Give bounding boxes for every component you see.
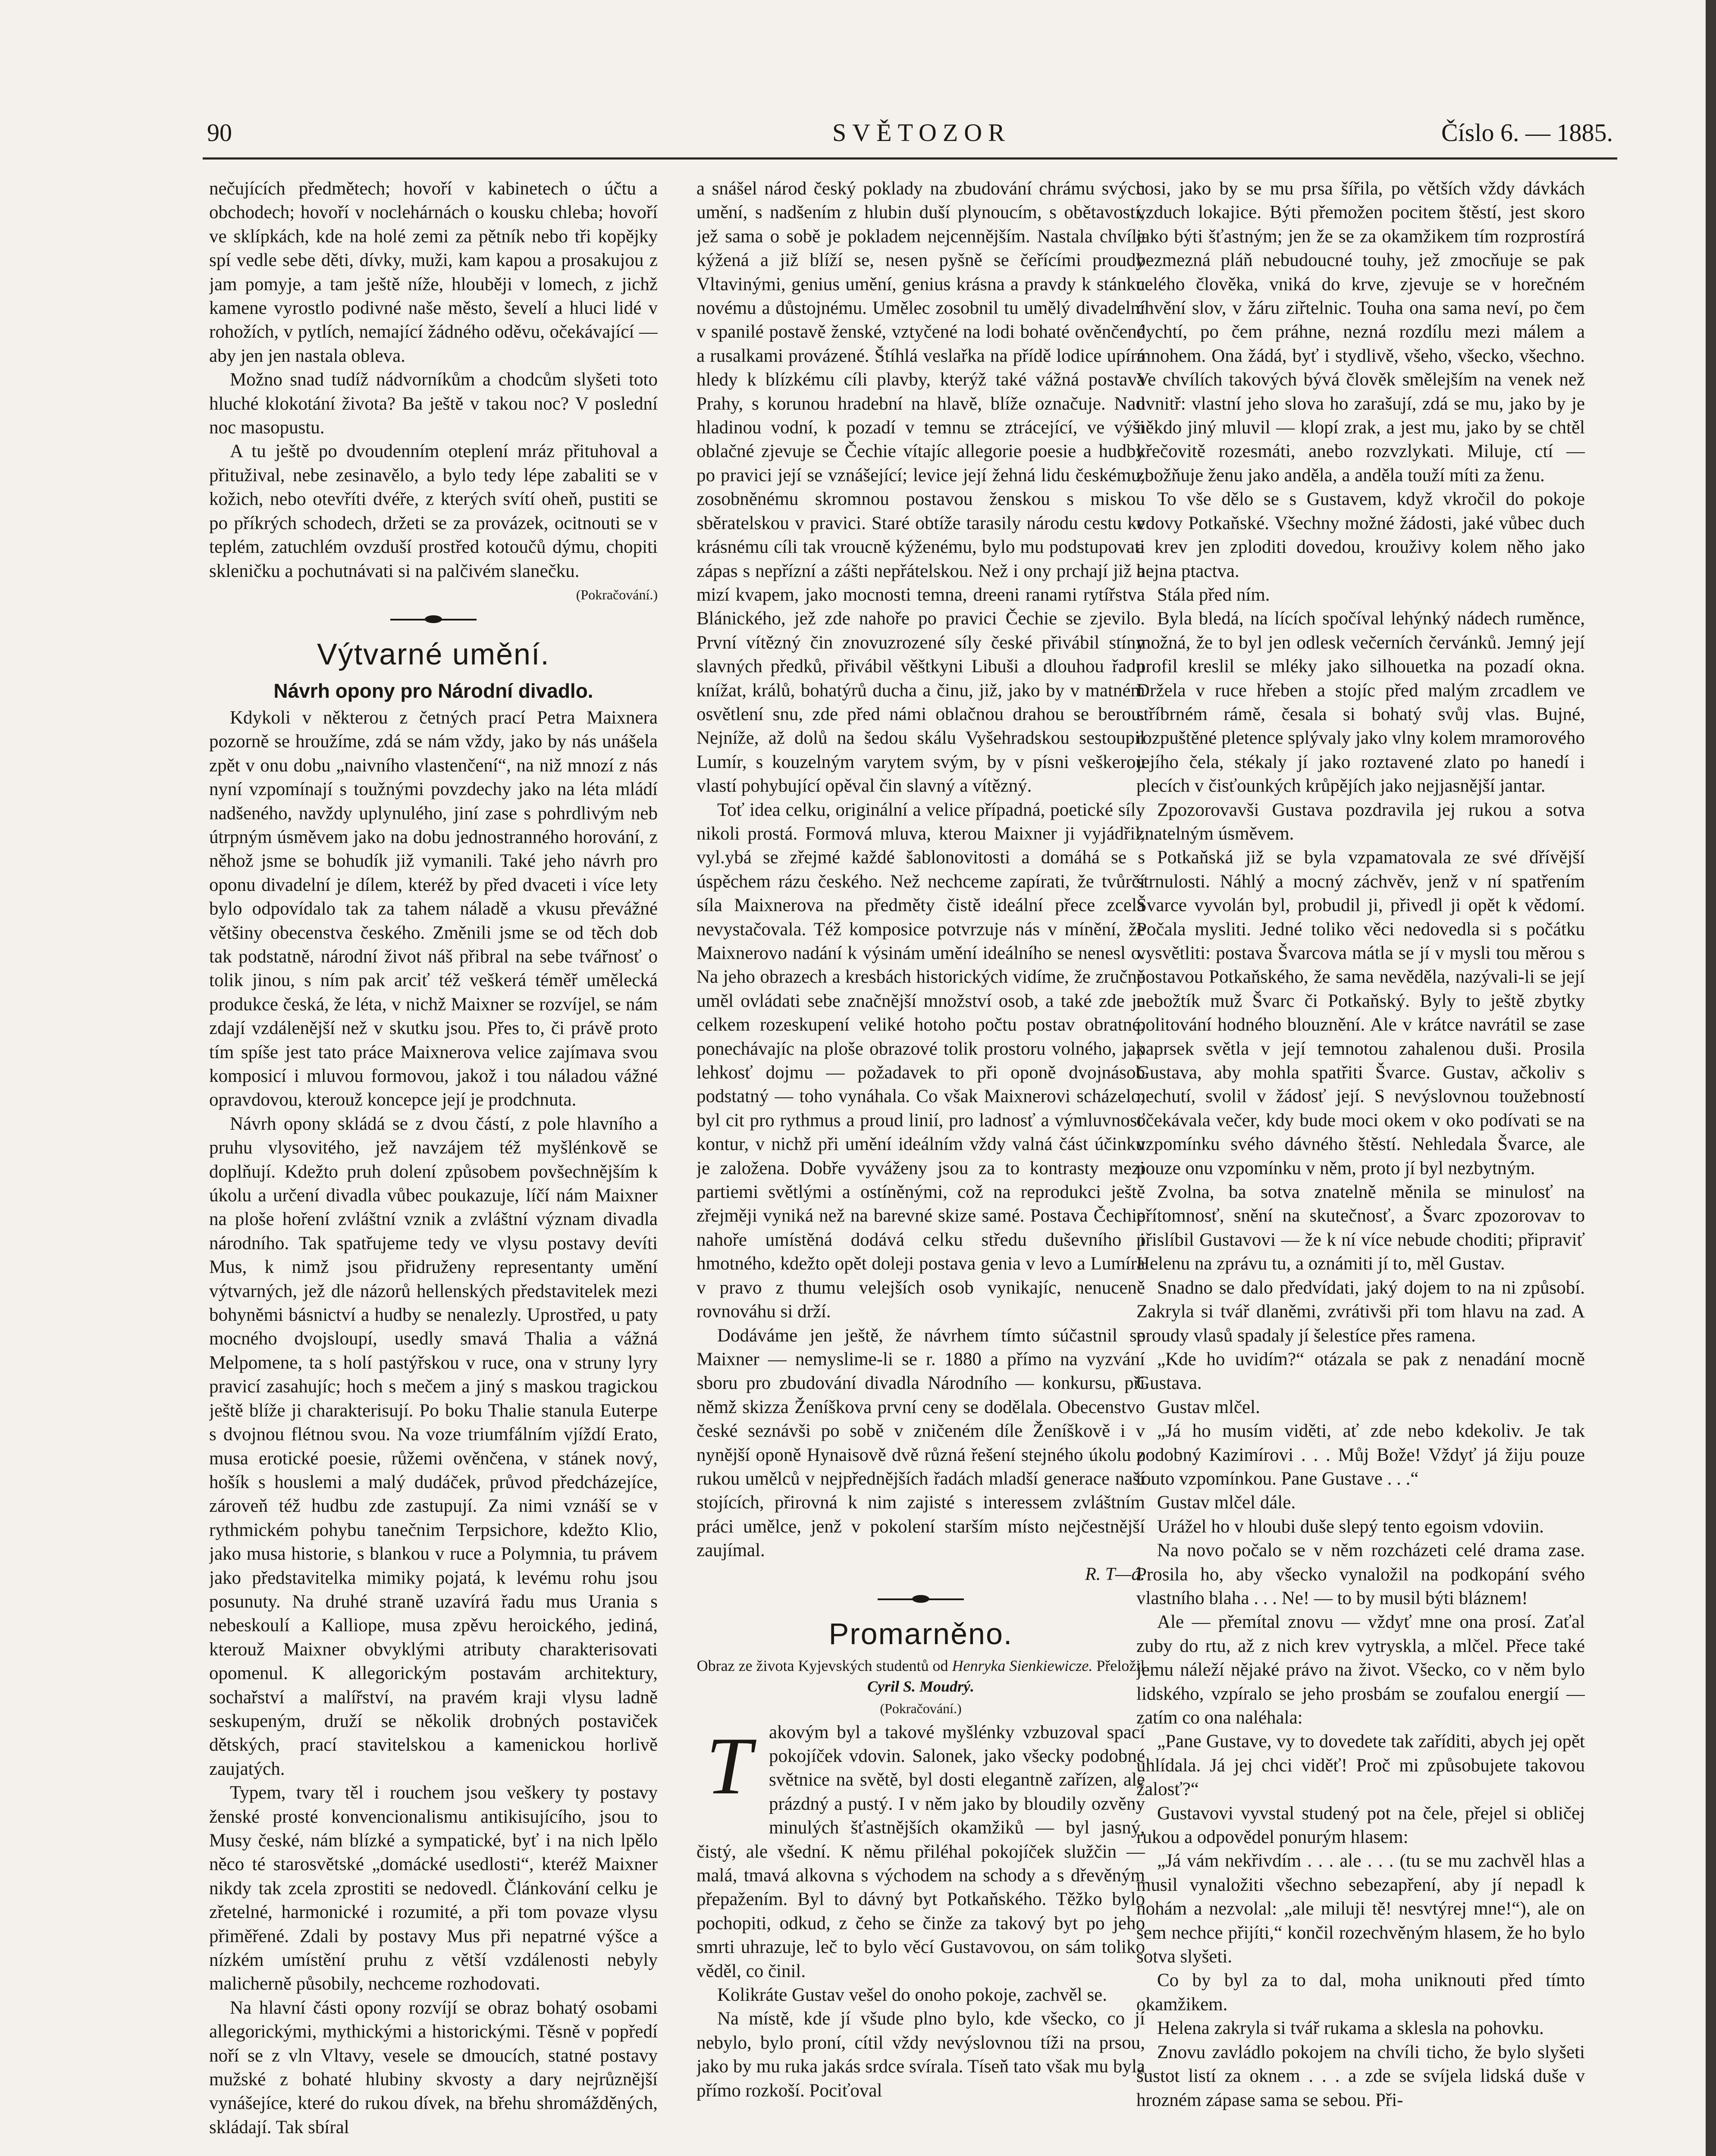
- paragraph: Typem, tvary těl i rouchem jsou veškery ty postavy ženské prosté konvencionalismu antikisujícího, jsou to Musy české, nám blízké a sympatické, byť i na nich lpělo něco té starosvětské „domácké usedlosti“, kteréž Maixner nikdy tak zcela zprostiti se nedovedl. Článkování celku je zřetelné, harmonické i rozumité, a při tom povaze vlysu přiměřené. Zdali by postavy Mus při nepatrné výšce a nízkém umístění pruhu z větší vzdálenosti nebyly malicherně působily, nechceme rozhodovati.: [209, 1783, 658, 1994]
- divider-ornament: [912, 1595, 929, 1603]
- paragraph: Byla bledá, na lících spočíval lehýnký nádech ruměnce, možná, že to byl jen odlesk večerních červánků. Jemný její profil kreslil se mléky jako silhouetka na pozadí okna. Držela v ruce hřeben a stojíc před malým zrcadlem ve stříbrném rámě, česala si bohatý svůj vlas. Bujné, rozpuštěné pletence splývaly jako vlny kolem mramorového jejího čela, stékaly jí jako roztavené zlato po hanedí i plecích v čisťounkých krůpějích jako nejjasnější jantar.: [1136, 608, 1585, 796]
- paragraph: Co by byl za to dal, moha uniknouti před tímto okamžikem.: [1136, 1970, 1585, 2015]
- paragraph: „Já vám nekřivdím . . . ale . . . (tu se mu zachvěl hlas a musil vynaložiti všechno sebezapření, aby jí nepadl k nohám a nezvolal: „ale miluji tě! nesvtýrej mne!“), ale on sem nechce přijíti,“ končil rozechvěným hlasem, že ho bylo sotva slyšeti.: [1136, 1851, 1585, 1967]
- paragraph: Na novo počalo se v něm rozcházeti celé drama zase. Prosila ho, aby všecko vynaložil na podkopání svého vlastního blaha . . . Ne! — to by musil býti bláznem!: [1136, 1540, 1585, 1608]
- paragraph: a snášel národ český poklady na zbudování chrámu svých umění, s nadšením z hlubin duší plynoucím, s obětavostí, jež sama o sobě je pokladem nejcennějším. Nastala chvíle kýžená a již blíží se, nesen pyšně se čeřícími proudy Vltavinými, genius umění, genius krásna a pravdy k stánku novému a důstojnému. Umělec zosobnil tu umělý divadelní v spanilé postavě ženské, vztyčené na lodi bohaté ověnčené a rusalkami provázené. Štíhlá veslařka na přídě lodice upírá hledy k blízkému cíli plavby, kterýž také vážná postava Prahy, s korunou hradební na hlavě, blíže označuje. Nad hladinou vodní, k pozadí v temnu se ztrácející, ve výši oblačné zjevuje se Čechie vítajíc allegorie poesie a hudby po pravici její se vznášející; levice její žehná lidu českému, zosobněnému skromnou postavou ženskou s miskou sběratelskou v pravici. Staré obtíže tarasily národu cestu ke krásnému cíli tak vroucně kýženému, bylo mu podstupovati zápas s nepřízní a zášti nepřátelskou. Než i ony prchají již a mizí kvapem, jako mocnosti temna, dreeni ranami rytířstva Blánického, jež zde nahoře po pravici Čechie se zjevilo. První vítězný čin znovuzrozené síly české přivábil stíny slavných předků, přivábil věštkyni Libuši a dlouhou řadu knížat, králů, bohatýrů ducha a činu, již, jako by v matném osvětlení snu, zde před námi oblačnou drahou se berou. Nejníže, až dolů na šedou skálu Vyšehradskou sestoupil Lumír, s kouzelným varytem svým, by v písni veškerou vlastí pohybující opěval čin slavný a vítězný.: [696, 179, 1145, 796]
- dropcap-letter: T: [706, 1720, 752, 1811]
- continuation-note: (Pokračování.): [576, 586, 658, 602]
- article-signature: R. T—á.: [1085, 1564, 1145, 1584]
- paragraph: Možno snad tudíž nádvorníkům a chodcům slyšeti toto hluché klokotání života? Ba ještě v takou noc? V poslední noc masopustu.: [209, 370, 658, 438]
- paragraph: Stála před ním.: [1157, 584, 1270, 605]
- paragraph: „Pane Gustave, vy to dovedete tak zaříditi, abych jej opět uhlídala. Já jej chci viděť! Proč mi způsobujete takovou žalosť?“: [1136, 1731, 1585, 1800]
- column-1: [209, 177, 658, 2156]
- paragraph: Ale — přemítal znovu — vždyť mne ona prosí. Zaťal zuby do rtu, až z nich krev vytryskla, a mlčel. Přece také jemu náleží nějaké právo na život. Všecko, co v něm bylo lidského, vzpíralo se jeho prosbám se zoufalou energií — zatím co ona naléhala:: [1136, 1612, 1585, 1728]
- paragraph: Zvolna, ba sotva znatelně měnila se minulosť na přítomnosť, snění na skutečnosť, a Švarc zpozorovav to přislíbil Gustavovi — že k ní více nebude choditi; připraviť Helenu na zprávu tu, a oznámiti jí to, měl Gustav.: [1136, 1182, 1585, 1274]
- story-intro-text: Obraz ze života Kyjevských studentů od: [696, 1657, 948, 1674]
- magazine-title: SVĚTOZOR: [832, 119, 1011, 147]
- paragraph: „Já ho musím viděti, ať zde nebo kdekoliv. Je tak podobný Kazimírovi . . . Můj Bože! Vždyť já žiju pouze touto vzpomínkou. Pane Gustave . . .“: [1136, 1421, 1585, 1489]
- scan-edge: [1706, 0, 1716, 2156]
- paragraph: Návrh opony skládá se z dvou částí, z pole hlavního a pruhu vlysovitého, jež navzájem též myšlénkově se doplňují. Kdežto pruh dolení způsobem povšechnějším k úkolu a určení divadla vůbec poukazuje, líčí nám Maixner na ploše hoření zvláštní vznik a zvláštní význam divadla národního. Tak spatřujeme tedy ve vlysu postavy devíti Mus, k nimž jsou přidruženy representanty umění výtvarných, jež dle názorů hellenských představitelek mezi bohyněmi básnictví a hudby se nenalezly. Uprostřed, u paty mocného dvojsloupí, usedly smavá Thalia a vážná Melpomene, ta s holí pastýřskou v ruce, ona v struny lyry pravicí zasahujíc; hoch s mečem a jiný s maskou tragickou ještě blíže ji charakterisují. Po boku Thalie stanula Euterpe s dvojnou flétnou svou. Na voze triumfálním vjíždí Erato, musa erotické poesie, růžemi ověnčena, v stánek nový, hošík s houslemi a malý dudáček, průvod předcházejíce, zároveň též hudbu zde zastupují. Za nimi vznáší se v rythmickém pohybu tanečnim Terpsichore, kdežto Klio, jako musa historie, s blankou v ruce a Polymnia, tu právem jako představitelka mimiky pojatá, k levému rohu jsou posunuty. Na druhé straně uzavírá řadu mus Urania s nebeskoulí a Kalliope, musa zpěvu heroického, jediná, kterouž Maixner obvyklými atributy charakterisovati opomenul. K allegorickým postavám architektury, sochařství a malířství, na pravém kraji vlysu ladně seskupeným, druží se několik drobných postaviček dětských, prací stavitelskou a kamenickou horlivě zaujatých.: [209, 1113, 658, 1779]
- paragraph: Dodáváme jen ještě, že návrhem tímto súčastnil se Maixner — nemyslime-li se r. 1880 a přímo na vyzvání sboru pro zbudování divadla Národního — konkursu, při němž skizza Ženíškova první ceny se dodělala. Obecenstvo české seznávši po sobě v zničeném díle Ženíškově i v nynější oponě Hynaisově dvě různá řešení stejného úkolu z rukou umělců v nejpřednějších řadách mladší generace naší stojících, přirovná k nim zajisté s interessem zvláštním práci umělce, jenž v pokolení starším místo nejčestnější zaujímal.: [696, 1325, 1145, 1561]
- paragraph: Zpozorovavši Gustava pozdravila jej rukou a sotva znatelným úsměvem.: [1136, 799, 1585, 844]
- paragraph: Na hlavní části opony rozvíjí se obraz bohatý osobami allegorickými, mythickými a historickými. Těsně v popředí noří se z vln Vltavy, vesele se dmoucích, statné postavy mužské z bohaté hlubiny skvosty a dary nejrůznější vynášejíce, které do rukou dívek, na břehu shromážděných, skládají. Tak sbíral: [209, 1997, 658, 2137]
- continuation-note: (Pokračování.): [880, 1700, 962, 1716]
- divider-ornament: [425, 615, 442, 623]
- page-number: 90: [207, 119, 232, 147]
- section-divider: [209, 607, 658, 633]
- paragraph: Toť idea celku, originální a velice případná, poetické síly nikoli prostá. Formová mluva, kterou Maixner ji vyjádřil, vyl.ybá se zřejmé každé šablonovitosti a domáhá se s úspěchem rázu českého. Než nechceme zapírati, že tvůrčí síla Maixnerova na předměty čistě ideální přece zcela nevystačovala. Též komposice potvrzuje nás v mínění, že Maixnerovo nadání k výsinám umění ideálního se nenesl o. Na jeho obrazech a kresbách historických vidíme, že zručně uměl ovládati sebe značnější množství osob, a také zde je celkem rozeskupení veliké hotoho počtu postav obratné, ponechávajíc na ploše obrazové tolik prostoru volného, jak lehkosť dojmu — požadavek to při oponě dvojnásob podstatný — toho vynáhala. Co však Maixnerovi scházelo, byl cit pro rythmus a proud linií, pro ladnosť a výmluvnosť kontur, v nichž při umění ideálním vždy valná část účinku je založena. Dobře vyváženy jsou za to kontrasty mezi partiemi světlými a ostíněnými, což na reprodukci ještě zřejměji vyniká než na barevné skize samé. Postava Čechie nahoře umístěná dodává celku středu duševního i hmotného, kdežto opět doleji postava genia v levo a Lumíra v pravo z thumu velejších osob vynikajíc, nenuceně rovnováhu si drží.: [696, 799, 1145, 1322]
- page-header: [207, 116, 1613, 150]
- story-body: [696, 1720, 1145, 1983]
- section-title: Promarněno.: [828, 1617, 1013, 1651]
- section-title: Výtvarné umění.: [317, 637, 550, 671]
- paragraph: Na místě, kde jí všude plno bylo, kde všecko, co jí nebylo, bylo proní, cítil vždy nevýslovnou tíži na prsou, jako by mu ruka jakás srdce svírala. Tíseň tato však mu byla přímo rozkoší. Pociťoval: [696, 2009, 1145, 2101]
- story-intro: [696, 1655, 1145, 1697]
- section-divider: [696, 1586, 1145, 1612]
- paragraph: Snadno se dalo předvídati, jaký dojem to na ni způsobí. Zakryla si tvář dlaněmi, zvrátivši při tom hlavu na zad. A proudy vlasů spadaly jí šelestíce přes ramena.: [1136, 1277, 1585, 1346]
- story-translator-label: Přeložil: [1096, 1657, 1145, 1674]
- paragraph: „Kde ho uvidím?“ otázala se pak z nenadání mocně Gustava.: [1136, 1349, 1585, 1394]
- paragraph: Kdykoli v některou z četných prací Petra Maixnera pozorně se hroužíme, zdá se nám vždy, jako by nás unášela zpět v onu dobu „naivního vlastenčení“, na niž mnozí z nás nyní vzpomínají s toužnými povzdechy jako na léta mládí nadšeného, navždy uplynulého, jiní zase s pohrdlivým neb útrpným úsměvem jako na dobu jednostranného horování, z něhož jsme se bohudík již vymanili. Také jeho návrh pro oponu divadelní je dílem, kteréž by před dvaceti i více lety bylo odpovídalo tak za tahem náladě a vkusu převážné většiny obecenstva českého. Změnili jsme se od těch dob tak podstatně, národní život náš přibral na sebe tvářnosť o tolik jinou, s ním pak arciť též veškerá téměř umělecká produkce česká, že léta, v nichž Maixner se rozvíjel, se nám zdají vzdálenější než v skutku jsou. Přes to, či právě proto tím spíše jest tato práce Maixnerova velice zajímava svou komposicí i mluvou formovou, jakož i tou náladou vážné opravdovou, kterouž koncepce její je prodchnuta.: [209, 707, 658, 1110]
- paragraph: Urážel ho v hloubi duše slepý tento egoism vdoviin.: [1157, 1516, 1544, 1537]
- paragraph: cosi, jako by se mu prsa šířila, po větších vždy dávkách vzduch lokajice. Býti přemožen pocitem štěstí, jest skoro jako býti šťastným; jen že se za okamžikem tím rozprostírá bezmezná pláň nebudoucné touhy, jež zmocňuje se pak celého člověka, vniká do krve, zjevuje se v horečném chvění slov, v žáru ziřtelnic. Touha ona sama neví, po čem dychtí, po čem práhne, nezná rozdílu mezi málem a mnohem. Ona žádá, byť i stydlivě, všeho, všecko, všechno. Ve chvílích takových bývá člověk smělejším na venek než uvnitř: vlastní jeho slova ho zarašují, zdá se mu, jako by je někdo jiný mluvil — klopí zrak, a jest mu, jako by se chtěl křečovitě rozesmáti, anebo rozvzlykati. Miluje, ctí — zbožňuje ženu jako anděla, a anděla touží míti za ženu.: [1136, 179, 1585, 486]
- paragraph: Gustav mlčel dále.: [1157, 1492, 1296, 1513]
- column-3: [1136, 177, 1585, 2156]
- issue-info: Číslo 6. — 1885.: [1441, 119, 1613, 147]
- header-rule: [203, 157, 1617, 160]
- column-2: [696, 177, 1145, 2156]
- paragraph: Gustavovi vyvstal studený pot na čele, přejel si obličej rukou a odpovědel ponurým hlasem:: [1136, 1803, 1585, 1848]
- paragraph: Gustav mlčel.: [1157, 1397, 1260, 1417]
- paragraph: To vše dělo se s Gustavem, když vkročil do pokoje vdovy Potkaňské. Všechny možné žádosti, jaké vůbec duch a krev jen zploditi dovedou, krouživy kolem něho jako hejna ptactva.: [1136, 489, 1585, 581]
- story-translator: Cyril S. Moudrý.: [867, 1677, 975, 1695]
- paragraph: Potkaňská již se byla vzpamatovala ze své dřívější strnulosti. Náhlý a mocný záchvěv, jenž v ní spatřením Švarce vyvolán byl, probudil ji, přivedl ji opět k vědomí. Počala mysliti. Jedné toliko věci nedovedla si s počátku vysvětliti: postava Švarcova mátla se jí v mysli tou měrou s postavou Potkaňského, že sama nevěděla, nazývali-li se její nebožtík muž Švarc či Potkaňský. Byly to ještě zbytky politování hodného blouznění. Ale v krátce navrátil se zase paprsek světla v její temnotou zahalenou duši. Prosila Gustava, aby mohla spatřiti Švarce. Gustav, ačkoliv s nechutí, svolil v žádosť její. S nevýslovnou toužebností očekávala večer, kdy bude moci okem v oko podívati se na vzpomínku svého dávného štěstí. Nehledala Švarce, ale pouze onu vzpomínku v něm, proto jí byl nezbytným.: [1136, 847, 1585, 1178]
- paragraph: Znovu zavládlo pokojem na chvíli ticho, že bylo slyšeti šustot listí za oknem . . . a zde se svíjela lidská duše v hrozném zápase sama se sebou. Při-: [1136, 2042, 1585, 2110]
- article-subtitle: Návrh opony pro Národní divadlo.: [273, 679, 593, 702]
- story-author: Henryka Sienkiewicze.: [952, 1657, 1093, 1674]
- paragraph: akovým byl a takové myšlénky vzbuzoval spací pokojíček vdovin. Salonek, jako všecky podobné světnice na světě, byl dosti elegantně zařízen, ale prázdný a pustý. I v něm jako by bloudily ozvěny minulých šťastnějších okamžiků — byl jasný, čistý, ale všední. K němu přiléhal pokojíček služčin — malá, tmavá alkovna s východem na schody a s dřevěným přepažením. Byl to dávný byt Potkaňského. Těžko bylo pochopiti, odkud, z čeho se činže za takový byt po jeho smrti uhrazuje, leč to bylo věcí Gustavovou, on sám toliko věděl, co činil.: [696, 1722, 1145, 1981]
- paragraph: Kolikráte Gustav vešel do onoho pokoje, zachvěl se.: [717, 1985, 1107, 2006]
- paragraph: nečujících předmětech; hovoří v kabinetech o účtu a obchodech; hovoří v noclehárnách o kousku chleba; hovoří ve sklípkách, kde na holé zemi za pětník nebo tři kopějky spí vedle sebe děti, dívky, muži, kam kapou a prosakujou z jam pomyje, a tam ještě níže, hlouběji v lomech, z jichž kamene vyrostlo podivné naše město, ševelí a hluci lidé v rohožích, v pytlích, nemající žádného oděvu, očekávající — aby jen jen nastala obleva.: [209, 179, 658, 366]
- paragraph: Helena zakryla si tvář rukama a sklesla na pohovku.: [1157, 2018, 1544, 2039]
- paragraph: A tu ještě po dvoudenním oteplení mráz přituhoval a přitužival, nebe zesinavělo, a bylo tedy lépe zabaliti se v kožich, nebo otevříti dvéře, z kterých svítí oheň, pustiti se po příkrých schodech, držeti se za provázek, ocitnouti se v teplém, zatuchlém ovzduší prostřed kotoučů dýmu, chopiti skleničku a pochutnávati si na palčivém slanečku.: [209, 441, 658, 581]
